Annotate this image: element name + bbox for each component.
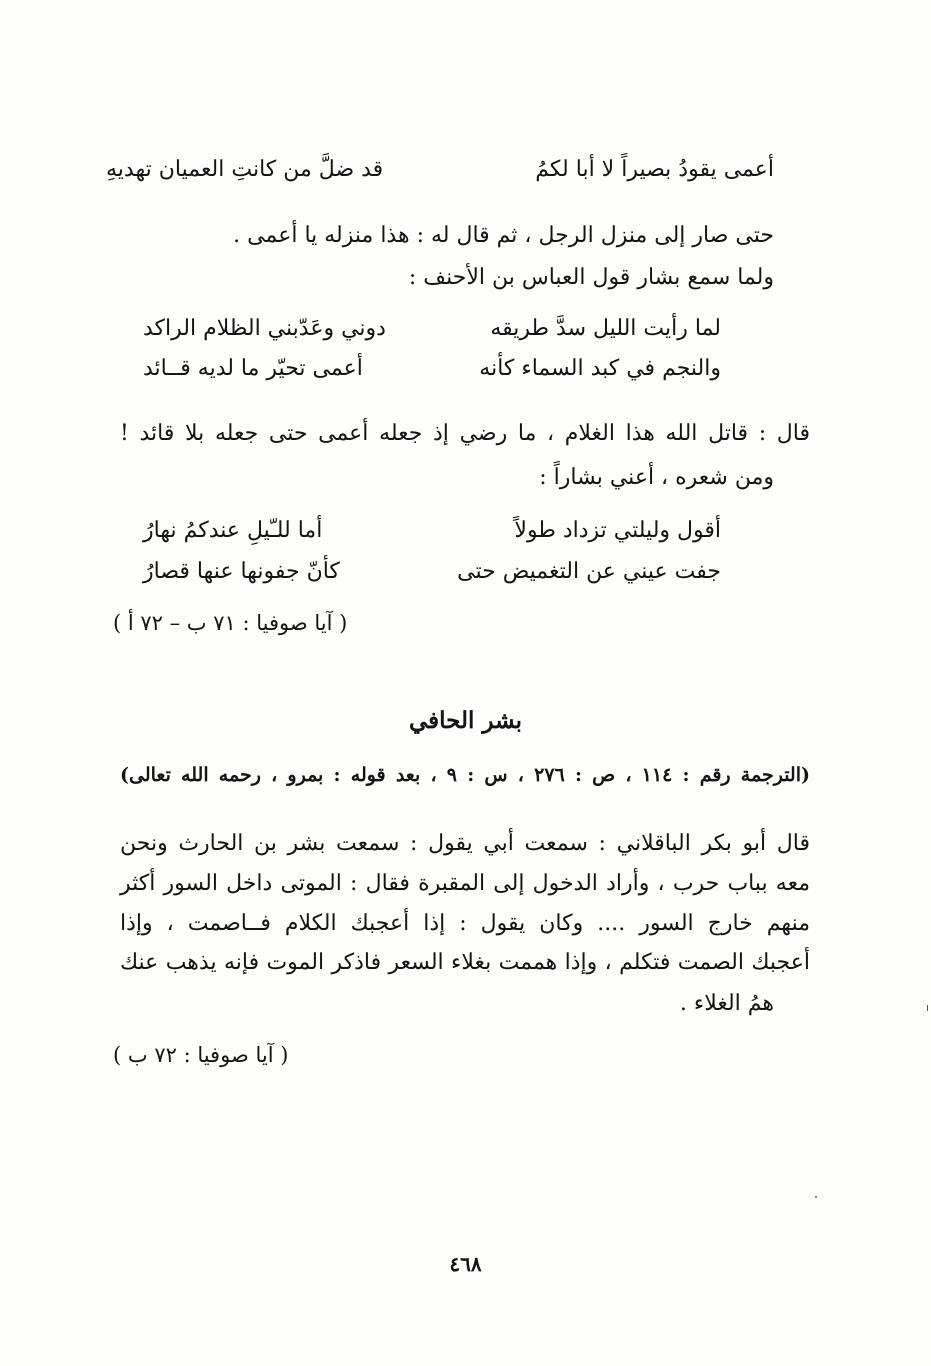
verse-b2-second: كأنّ جفونها عنها قصارُ	[143, 559, 340, 584]
paragraph-line-1: قال أبو بكر الباقلاني : سمعت أبي يقول : سمعت بشر بن الحارث ونحن	[120, 831, 810, 856]
verse-b1-first: أقول وليلتي تزداد طولاً	[514, 518, 721, 543]
paragraph-line-3: منهم خارج السور .... وكان يقول : إذا أعجبك الكلام فــاصمت ، وإذا	[120, 911, 810, 936]
verse-b1-second: أما للـّيلِ عندكمُ نهارُ	[143, 518, 323, 543]
verse-a2-second: أعمى تحيّر ما لديه قــائد	[143, 356, 363, 381]
scan-speck	[927, 1005, 928, 1011]
page-number: ٤٦٨	[449, 1252, 482, 1276]
prose-line-1: حتى صار إلى منزل الرجل ، ثم قال له : هذا منزله يا أعمى .	[233, 223, 774, 248]
paragraph-line-5: همُ الغلاء .	[679, 991, 774, 1016]
verse-a1-second: دوني وعَدّبني الظلام الراكد	[143, 316, 386, 341]
paragraph-line-2: معه بباب حرب ، وأراد الدخول إلى المقبرة فقال : الموتى داخل السور أكثر	[120, 871, 810, 896]
section-note: (الترجمة رقم : ١١٤ ، ص : ٢٧٦ ، س : ٩ ، بعد قوله : بمرو ، رحمه الله تعالى)	[120, 764, 810, 786]
prose-b-line-1: قال : قاتل الله هذا الغلام ، ما رضي إذ جعله أعمى حتى جعله بلا قائد !	[120, 421, 810, 446]
verse-top-second-hemistich: قد ضلَّ من كانتِ العميان تهديهِ	[106, 157, 384, 182]
source-citation-2: ( آيا صوفيا : ٧٢ ب )	[113, 1043, 289, 1067]
prose-line-2: ولما سمع بشار قول العباس بن الأحنف :	[408, 265, 774, 290]
source-citation-1: ( آيا صوفيا : ٧١ ب – ٧٢ أ )	[113, 611, 348, 635]
paragraph-line-4: أعجبك الصمت فتكلم ، وإذا هممت بغلاء السعر فاذكر الموت فإنه يذهب عنك	[120, 950, 810, 975]
section-title: بشر الحافي	[408, 707, 523, 734]
verse-a1-first: لما رأيت الليل سدَّ طريقه	[490, 316, 721, 341]
verse-a2-first: والنجم في كبد السماء كأنه	[479, 356, 721, 381]
scan-speck	[815, 1196, 817, 1198]
verse-b2-first: جفت عيني عن التغميض حتى	[457, 559, 721, 584]
prose-b-line-2: ومن شعره ، أعني بشاراً :	[539, 465, 774, 490]
verse-top-first-hemistich: أعمى يقودُ بصيراً لا أبا لكمُ	[535, 157, 774, 182]
